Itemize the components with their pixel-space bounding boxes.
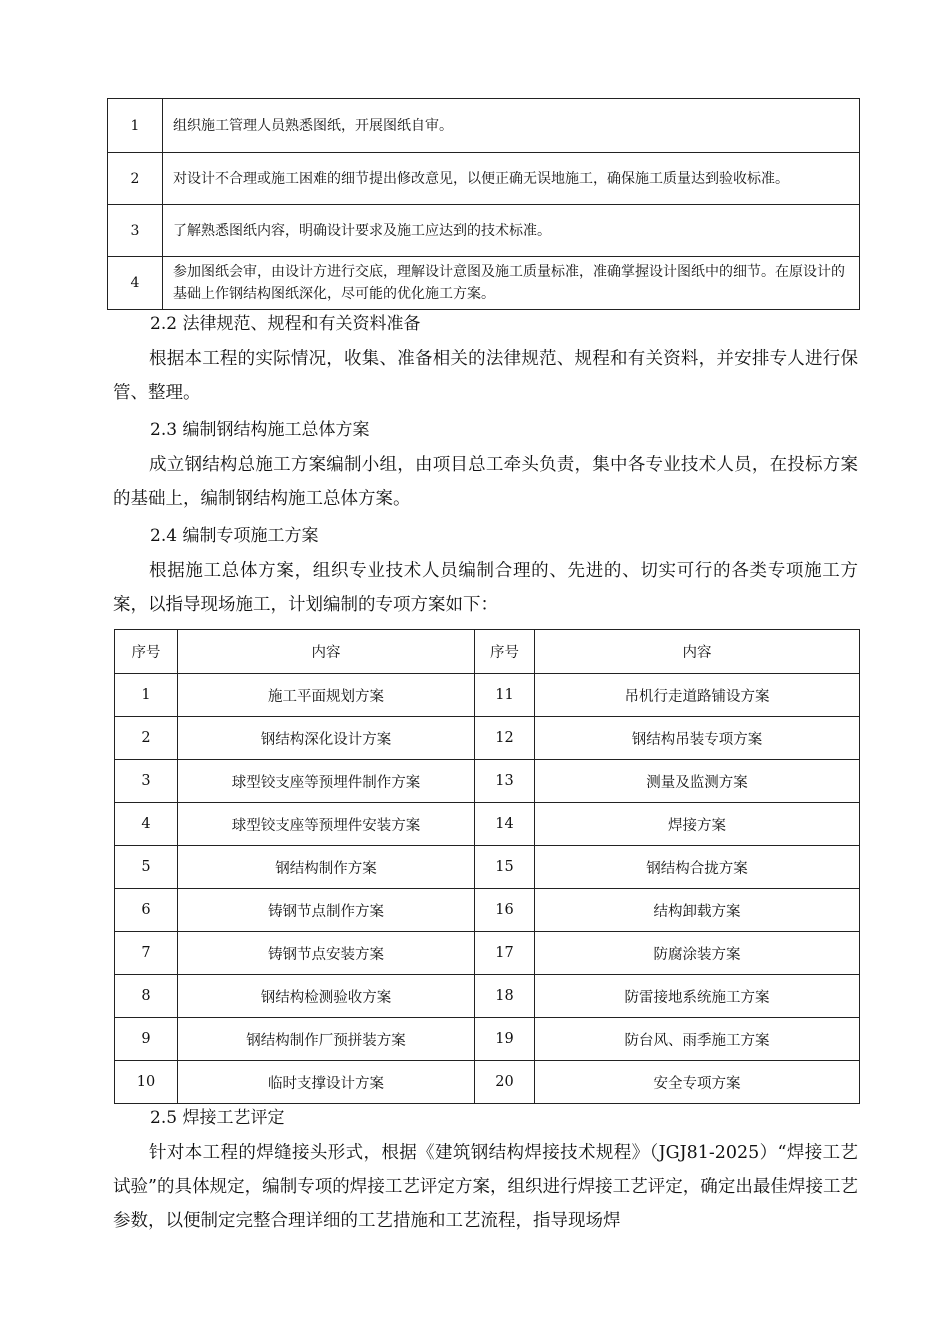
section-heading-2-2: 2.2 法律规范、规程和有关资料准备	[150, 314, 421, 334]
column-header: 序号	[475, 630, 535, 674]
cell-number: 20	[475, 1061, 535, 1104]
cell-number: 16	[475, 889, 535, 932]
cell-content: 钢结构制作厂预拼装方案	[178, 1018, 475, 1061]
cell-number: 13	[475, 760, 535, 803]
cell-content: 测量及监测方案	[535, 760, 860, 803]
table-row	[115, 846, 860, 889]
cell-number: 10	[115, 1061, 178, 1104]
table-row	[115, 932, 860, 975]
section-body-2-4: 根据施工总体方案，组织专业技术人员编制合理的、先进的、切实可行的各类专项施工方案，以指导现场施工，计划编制的专项方案如下：	[113, 561, 858, 615]
row-number: 3	[108, 205, 163, 257]
column-header: 内容	[178, 630, 475, 674]
cell-number: 18	[475, 975, 535, 1018]
cell-number: 14	[475, 803, 535, 846]
row-text: 了解熟悉图纸内容，明确设计要求及施工应达到的技术标准。	[163, 205, 860, 257]
table-row	[108, 99, 860, 153]
table-row	[115, 889, 860, 932]
cell-content: 防雷接地系统施工方案	[535, 975, 860, 1018]
cell-number: 17	[475, 932, 535, 975]
table-row	[115, 674, 860, 717]
cell-content: 球型铰支座等预埋件制作方案	[178, 760, 475, 803]
section-body-2-3: 成立钢结构总施工方案编制小组，由项目总工牵头负责，集中各专业技术人员，在投标方案的基础上，编制钢结构施工总体方案。	[113, 455, 858, 509]
table-header-row	[115, 630, 860, 674]
cell-content: 钢结构检测验收方案	[178, 975, 475, 1018]
cell-number: 11	[475, 674, 535, 717]
table-row	[108, 205, 860, 257]
cell-number: 12	[475, 717, 535, 760]
cell-number: 1	[115, 674, 178, 717]
cell-content: 钢结构深化设计方案	[178, 717, 475, 760]
table-row	[115, 1061, 860, 1104]
table-row	[115, 760, 860, 803]
cell-content: 铸钢节点安装方案	[178, 932, 475, 975]
cell-number: 8	[115, 975, 178, 1018]
cell-content: 防腐涂装方案	[535, 932, 860, 975]
cell-content: 焊接方案	[535, 803, 860, 846]
cell-number: 4	[115, 803, 178, 846]
cell-content: 球型铰支座等预埋件安装方案	[178, 803, 475, 846]
cell-number: 3	[115, 760, 178, 803]
drawing-review-table	[107, 98, 860, 310]
table-row	[108, 153, 860, 205]
section-heading-2-3: 2.3 编制钢结构施工总体方案	[150, 420, 370, 440]
row-number: 1	[108, 99, 163, 153]
cell-number: 2	[115, 717, 178, 760]
section-heading-2-5: 2.5 焊接工艺评定	[150, 1108, 285, 1128]
cell-content: 结构卸载方案	[535, 889, 860, 932]
cell-number: 19	[475, 1018, 535, 1061]
table-row	[115, 803, 860, 846]
table-row	[108, 257, 860, 310]
table-row	[115, 975, 860, 1018]
section-body-2-2: 根据本工程的实际情况，收集、准备相关的法律规范、规程和有关资料，并安排专人进行保管、整理。	[113, 349, 858, 403]
cell-number: 6	[115, 889, 178, 932]
cell-number: 9	[115, 1018, 178, 1061]
cell-content: 施工平面规划方案	[178, 674, 475, 717]
section-heading-2-4: 2.4 编制专项施工方案	[150, 526, 319, 546]
cell-content: 吊机行走道路铺设方案	[535, 674, 860, 717]
row-text: 组织施工管理人员熟悉图纸，开展图纸自审。	[163, 99, 860, 153]
row-number: 4	[108, 257, 163, 310]
cell-content: 安全专项方案	[535, 1061, 860, 1104]
cell-number: 5	[115, 846, 178, 889]
cell-content: 铸钢节点制作方案	[178, 889, 475, 932]
row-text: 参加图纸会审，由设计方进行交底，理解设计意图及施工质量标准，准确掌握设计图纸中的细节。在原设计的基础上作钢结构图纸深化，尽可能的优化施工方案。	[163, 257, 860, 310]
cell-number: 15	[475, 846, 535, 889]
column-header: 内容	[535, 630, 860, 674]
table-row	[115, 717, 860, 760]
cell-content: 防台风、雨季施工方案	[535, 1018, 860, 1061]
row-number: 2	[108, 153, 163, 205]
column-header: 序号	[115, 630, 178, 674]
cell-content: 钢结构制作方案	[178, 846, 475, 889]
cell-number: 7	[115, 932, 178, 975]
row-text: 对设计不合理或施工困难的细节提出修改意见，以便正确无误地施工，确保施工质量达到验收标准。	[163, 153, 860, 205]
section-body-2-5: 针对本工程的焊缝接头形式，根据《建筑钢结构焊接技术规程》（JGJ81-2025）“焊接工艺试验”的具体规定，编制专项的焊接工艺评定方案，组织进行焊接工艺评定，确定出最佳焊接工艺参数，以便制定完整合理详细的工艺措施和工艺流程，指导现场焊	[113, 1143, 858, 1231]
special-plans-table	[114, 629, 860, 1104]
cell-content: 临时支撑设计方案	[178, 1061, 475, 1104]
cell-content: 钢结构合拢方案	[535, 846, 860, 889]
table-row	[115, 1018, 860, 1061]
cell-content: 钢结构吊装专项方案	[535, 717, 860, 760]
